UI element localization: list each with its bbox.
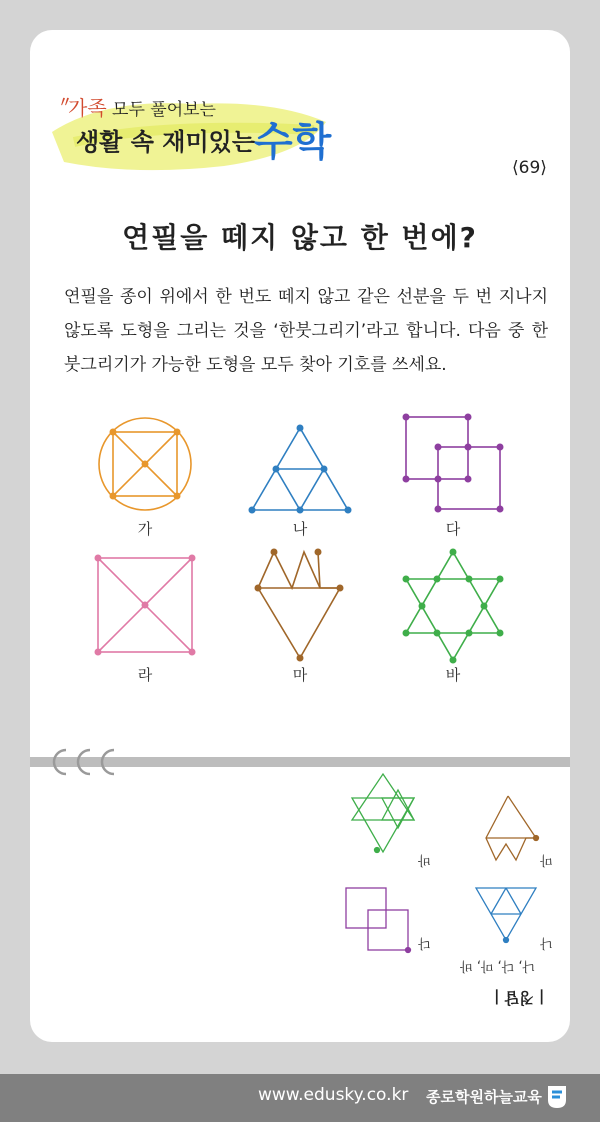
puzzle-card xyxy=(30,30,570,1042)
answer-figure-label: 나 xyxy=(540,935,553,950)
answer-figure-da xyxy=(346,888,411,953)
figure-label: 가 xyxy=(137,520,153,538)
answer-figure-na xyxy=(476,888,536,943)
answer-heading: | 정답 | xyxy=(494,989,545,1007)
figure-label: 다 xyxy=(445,520,461,538)
series-title-bottom: 생활 속 재미있는 xyxy=(76,128,255,156)
answer-figure-ba xyxy=(352,774,414,853)
episode-number: ⟨69⟩ xyxy=(512,158,547,178)
answer-figure-label: 바 xyxy=(418,852,431,867)
page-title: 연필을 떼지 않고 한 번에? xyxy=(122,221,478,254)
series-math-word: 수학 xyxy=(254,119,332,165)
footer-brand: 종로학원하늘교육 xyxy=(426,1088,542,1106)
series-top-rest: 모두 풀어보는 xyxy=(106,100,216,120)
answer-figure-label: 마 xyxy=(540,852,553,867)
figure-label: 바 xyxy=(445,666,461,684)
series-accent: 가족 xyxy=(68,96,107,120)
brand-logo-icon xyxy=(546,1084,568,1110)
figure-label: 마 xyxy=(292,666,308,684)
figure-label: 라 xyxy=(137,666,153,684)
figure-label: 나 xyxy=(292,520,308,538)
answer-figures xyxy=(30,30,570,1042)
answer-figure-ma xyxy=(486,796,539,860)
sparkle-icon: 〃 xyxy=(58,95,72,111)
problem-text: 연필을 종이 위에서 한 번도 떼지 않고 같은 선분을 두 번 지나지 않도록 도형을 그리는 것을 ‘한붓그리기’라고 합니다. 다음 중 한붓그리기가 가능한 도형을 모두 찾아 기호를 쓰세요. xyxy=(64,287,548,375)
answer-text: 나, 다, 마, 바 xyxy=(460,958,536,973)
footer-url[interactable]: www.edusky.co.kr xyxy=(258,1085,409,1105)
answer-figure-label: 다 xyxy=(418,935,431,950)
